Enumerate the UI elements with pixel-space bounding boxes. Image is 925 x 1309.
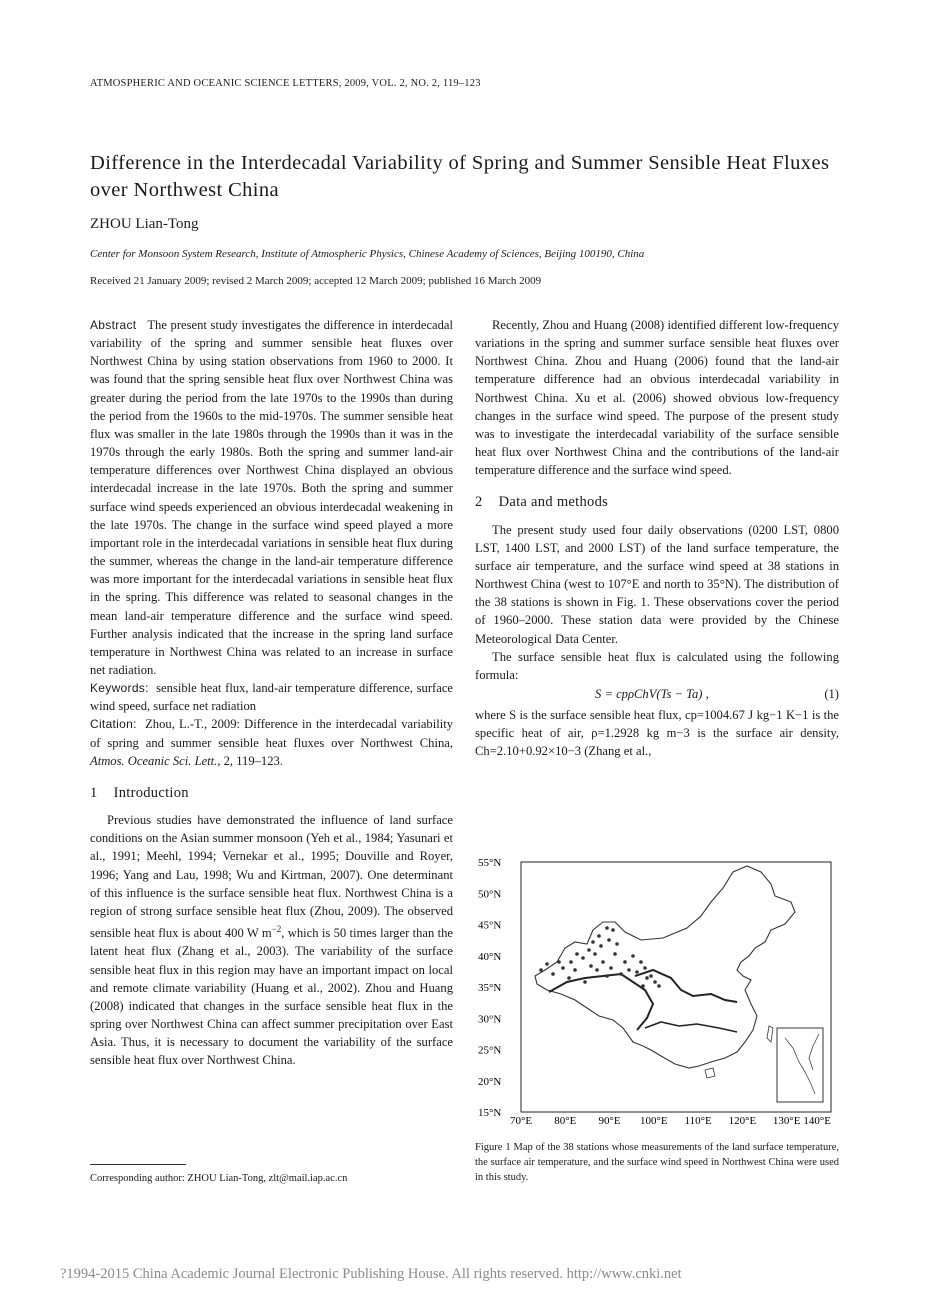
longitude-label: 80°E [554, 1115, 577, 1127]
station-dot [545, 962, 549, 966]
latitude-label: 50°N [478, 888, 502, 901]
longitude-labels [510, 1115, 831, 1127]
station-dot [551, 972, 555, 976]
station-dot [611, 928, 615, 932]
latitude-labels [478, 858, 501, 1119]
article-title: Difference in the Interdecadal Variability of Spring and Summer Sensible Heat Fluxes over Northwest China [90, 152, 830, 201]
longitude-label: 120°E [728, 1115, 757, 1127]
station-dot [631, 954, 635, 958]
latitude-label: 55°N [478, 858, 502, 869]
section-heading-introduction: 1 Introduction [90, 784, 189, 801]
citation-label: Citation: [90, 717, 137, 732]
station-dot [589, 964, 593, 968]
article-dates: Received 21 January 2009; revised 2 March 2009; accepted 12 March 2009; published 16 March 2009 [90, 275, 542, 287]
station-dot [605, 926, 609, 930]
station-dot [657, 984, 661, 988]
longitude-label: 110°E [684, 1115, 712, 1127]
hainan-island [705, 1068, 715, 1078]
station-dot [609, 966, 613, 970]
citation [90, 715, 453, 769]
citation-journal: Atmos. Oceanic Sci. Lett. [90, 753, 218, 768]
methods-paragraph-1: The present study used four daily observations (0200 LST, 0800 LST, 1400 LST, and 2000 LST) of the land surface temperature, the surface air temperature, and the surface wind speed at 38 stations in Northwest China (west to 107°E and north to 35°N). The distribution of the 38 stations is shown in Fig. 1. These observations cover the period of 1960–2000. These station data were provided by the Chinese Meteorological Data Center. [475, 522, 839, 646]
citation-volume: , 2, 119–123. [217, 753, 283, 768]
station-dot [613, 952, 617, 956]
station-dot [615, 942, 619, 946]
station-dot [649, 974, 653, 978]
station-dot [641, 984, 645, 988]
equation-number: (1) [824, 686, 839, 701]
station-dot [645, 976, 649, 980]
latitude-label: 35°N [478, 982, 502, 994]
station-dot [653, 980, 657, 984]
longitude-label: 70°E [509, 1115, 533, 1127]
china-outline [535, 866, 795, 1068]
methods-paragraph-2: The surface sensible heat flux is calculated using the following formula: [475, 649, 839, 682]
station-map [475, 858, 839, 1130]
journal-header: ATMOSPHERIC AND OCEANIC SCIENCE LETTERS, 2009, VOL. 2, NO. 2, 119–123 [90, 78, 481, 89]
longitude-label: 130°E [772, 1115, 801, 1127]
citation-text: Zhou, L.-T., 2009: Difference in the interdecadal variability of spring and summer sensible heat fluxes over Northwest China, [90, 717, 453, 750]
station-dot [593, 952, 597, 956]
latitude-label: 25°N [478, 1044, 502, 1057]
station-dot [605, 974, 609, 978]
latitude-label: 40°N [478, 950, 502, 963]
station-dot [569, 960, 573, 964]
station-dot [567, 976, 571, 980]
station-dot [557, 960, 561, 964]
station-dot [601, 960, 605, 964]
keywords [90, 679, 453, 715]
section-heading-data-methods: 2 Data and methods [475, 494, 609, 511]
station-dot [635, 970, 639, 974]
footnote-rule [90, 1164, 186, 1165]
left-column [90, 316, 453, 1069]
author: ZHOU Lian-Tong [90, 216, 199, 232]
copyright-footer: ?1994-2015 China Academic Journal Electronic Publishing House. All rights reserved. http://www.cnki.net [60, 1266, 682, 1282]
intro-paragraph-1: Previous studies have demonstrated the influence of land surface conditions on the Asian summer monsoon (Yeh et al., 1984; Yasunari et al., 1991; Meehl, 1994; Vernekar et al., 1995; Douville and Royer, 1996; Yang and Lau, 1998; Wu and Kirtman, 2007). One determinant of this influence is the surface sensible heat flux. Northwest China is a region of strong surface sensible heat flux (Zhou, 2009). The observed sensible heat flux is about 400 W $m^{-2}$, which is 50 times larger than the latent heat flux (Zhang et al., 2003). The variability of the surface sensible heat flux in this region may have an important impact on local and remote climate variability (Huang et al., 2002). Zhou and Huang (2008) indicated that changes in the surface sensible heat flux in the spring over Northwest China can affect summer precipitation over East Asia. Thus, it is necessary to document the variability of the surface sensible heat flux over Northwest China. [90, 813, 453, 1068]
river-line-2 [645, 1022, 737, 1032]
longitude-label: 140°E [803, 1115, 831, 1127]
station-dot [623, 960, 627, 964]
station-dot [619, 972, 623, 976]
station-dot [591, 940, 595, 944]
station-dot [575, 952, 579, 956]
methods-paragraph-3: where S is the surface sensible heat flux, cp=1004.67 J kg−1 K−1 is the specific heat of air, ρ=1.2928 kg m−3 is the surface air density, Ch=2.10+0.92×10−3 (Zhang et al., [475, 707, 839, 759]
latitude-label: 45°N [478, 919, 502, 932]
taiwan-island [767, 1026, 773, 1042]
plateau-outline [549, 974, 653, 1030]
footnote: Corresponding author: ZHOU Lian-Tong, zlt@mail.iap.ac.cn [90, 1173, 348, 1184]
abstract-text: The present study investigates the difference in interdecadal variability of the spring and summer sensible heat fluxes over Northwest China by using station observations from 1960 to 2000. It was found that the spring sensible heat flux over Northwest China was greater during the period from the late 1970s to the 1990s than during the period from the 1960s to the mid-1970s. The summer sensible heat flux was smaller in the late 1980s through the 1990s than it was in the 1970s through the early 1980s. Both the spring and summer land-air temperature differences over Northwest China displayed an obvious interdecadal increase in the late 1970s. Both the spring and summer surface wind speeds experienced an obvious interdecadal weakening in the late 1970s. The change in the surface wind speed played a more important role in the interdecadal variations in sensible heat flux during the summer, whereas the change in the land-air temperature difference was more important for the interdecadal variations in sensible heat flux in the spring. This difference was related to seasonal changes in the mean land-air temperature difference and the surface wind speed. Further analysis indicated that the increase in the spring land surface temperature in Northwest China was related to an increase in surface net radiation. [90, 318, 454, 677]
keywords-label: Keywords: [90, 681, 149, 696]
affiliation: Center for Monsoon System Research, Institute of Atmospheric Physics, Chinese Academy of Sciences, Beijing 100190, China [90, 248, 645, 260]
station-dot [595, 968, 599, 972]
equation-1 [475, 684, 839, 706]
station-dot [561, 966, 565, 970]
station-dot [581, 956, 585, 960]
station-dot [539, 968, 543, 972]
abstract [90, 316, 453, 679]
station-dot [587, 948, 591, 952]
station-dot [583, 980, 587, 984]
station-dot [607, 938, 611, 942]
station-markers [539, 926, 661, 988]
station-dot [597, 934, 601, 938]
longitude-label: 100°E [640, 1115, 668, 1127]
intro-paragraph-2: Recently, Zhou and Huang (2008) identified different low-frequency variations in the spring and summer surface sensible heat fluxes over Northwest China. Zhou and Huang (2006) found that the land-air temperature difference had an obvious interdecadal variability in Northwest China. Xu et al. (2006) showed obvious low-frequency changes in the surface wind speed. The purpose of the present study was to investigate the interdecadal variability of the surface sensible heat flux over Northwest China and the contributions of the land-air temperature difference and the surface wind speed. [475, 318, 839, 478]
latitude-label: 30°N [478, 1013, 502, 1026]
abstract-label: Abstract [90, 318, 137, 332]
equation-text: S = cpρChV(Ts − Ta) , [595, 686, 709, 701]
station-dot [599, 944, 603, 948]
station-dot [627, 968, 631, 972]
figure-1-map [475, 858, 839, 1130]
keywords-text: sensible heat flux, land-air temperature difference, surface wind speed, surface net radiation [90, 681, 453, 714]
latitude-label: 15°N [478, 1107, 502, 1119]
right-column [475, 316, 839, 760]
latitude-label: 20°N [478, 1075, 502, 1088]
station-dot [643, 966, 647, 970]
station-dot [573, 968, 577, 972]
station-dot [639, 960, 643, 964]
longitude-label: 90°E [598, 1115, 621, 1127]
figure-1-caption: Figure 1 Map of the 38 stations whose measurements of the land surface temperature, the surface air temperature, and the surface wind speed in Northwest China were used in this study. [475, 1142, 839, 1183]
